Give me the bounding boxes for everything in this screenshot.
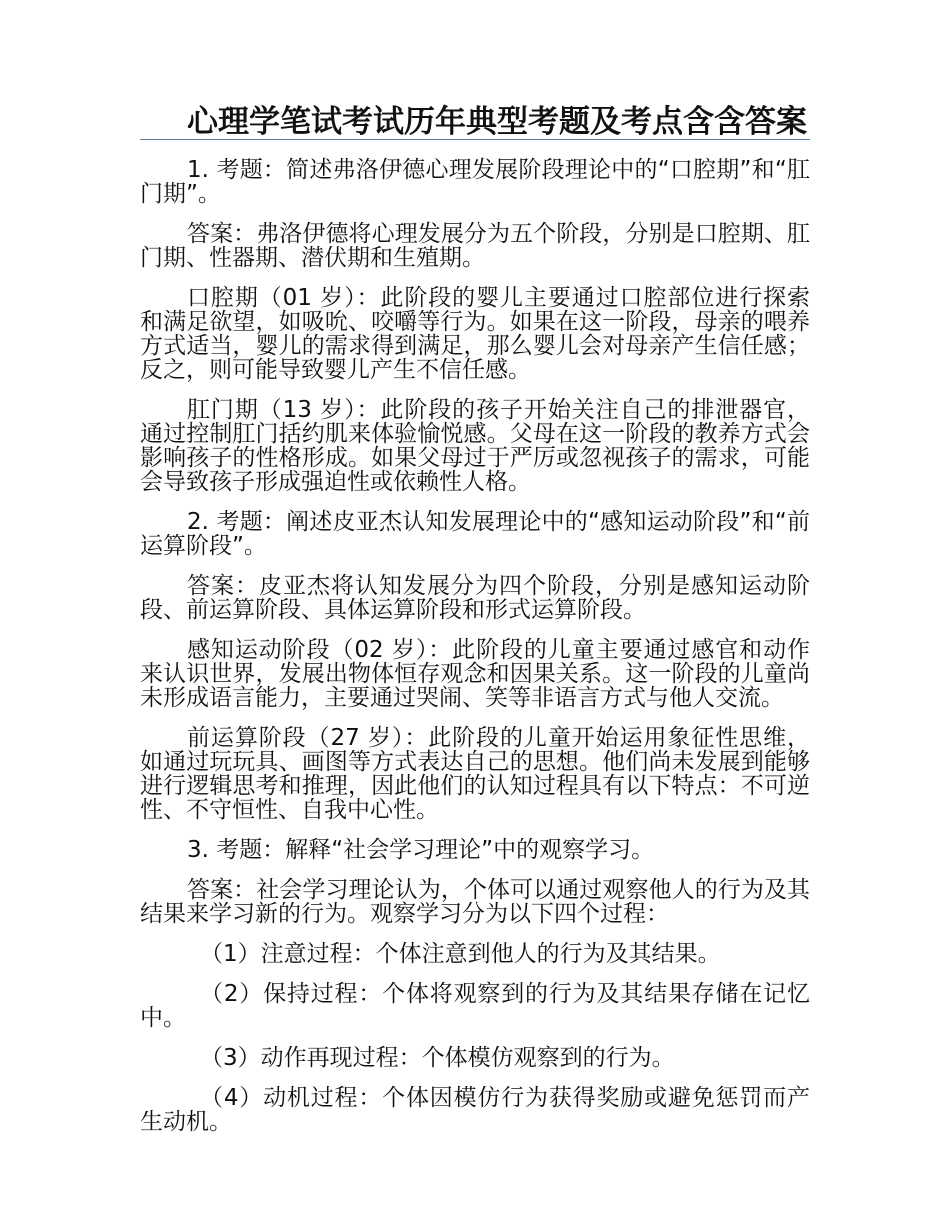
answer-1-anal-stage: 肛门期（13 岁）：此阶段的孩子开始关注自己的排泄器官，通过控制肛门括约肌来体验愉悦感。父母在这一阶段的教养方式会影响孩子的性格形成。如果父母过于严厉或忽视孩子的需求，可能会导致孩子形成强迫性或依赖性人格。 <box>140 397 810 495</box>
answer-3: 答案：社会学习理论认为，个体可以通过观察他人的行为及其结果来学习新的行为。观察学习分为以下四个过程： <box>140 877 810 927</box>
answer-3-process-1: （1）注意过程：个体注意到他人的行为及其结果。 <box>200 941 721 967</box>
answer-3-process-3: （3）动作再现过程：个体模仿观察到的行为。 <box>200 1045 675 1071</box>
question-3: 3. 考题：解释“社会学习理论”中的观察学习。 <box>187 837 655 863</box>
answer-2-sensorimotor-stage: 感知运动阶段（02 岁）：此阶段的儿童主要通过感官和动作来认识世界，发展出物体恒存观念和因果关系。这一阶段的儿童尚未形成语言能力，主要通过哭闹、笑等非语言方式与他人交流。 <box>140 637 810 711</box>
answer-3-process-2: （2）保持过程：个体将观察到的行为及其结果存储在记忆中。 <box>140 981 810 1031</box>
question-2: 2. 考题：阐述皮亚杰认知发展理论中的“感知运动阶段”和“前运算阶段”。 <box>140 509 810 559</box>
question-1: 1. 考题：简述弗洛伊德心理发展阶段理论中的“口腔期”和“肛门期”。 <box>140 157 810 207</box>
document-title: 心理学笔试考试历年典型考题及考点含含答案 <box>187 104 807 140</box>
answer-3-process-4: （4）动机过程：个体因模仿行为获得奖励或避免惩罚而产生动机。 <box>140 1085 810 1135</box>
answer-2-preoperational-stage: 前运算阶段（27 岁）：此阶段的儿童开始运用象征性思维，如通过玩玩具、画图等方式表达自己的思想。他们尚未发展到能够进行逻辑思考和推理，因此他们的认知过程具有以下特点：不可逆性、不守恒性、自我中心性。 <box>140 725 810 823</box>
answer-2: 答案：皮亚杰将认知发展分为四个阶段，分别是感知运动阶段、前运算阶段、具体运算阶段和形式运算阶段。 <box>140 573 810 623</box>
document-page <box>140 100 810 1150</box>
answer-1-oral-stage: 口腔期（01 岁）：此阶段的婴儿主要通过口腔部位进行探索和满足欲望，如吸吮、咬嚼等行为。如果在这一阶段，母亲的喂养方式适当，婴儿的需求得到满足，那么婴儿会对母亲产生信任感；反之，则可能导致婴儿产生不信任感。 <box>140 285 810 383</box>
answer-1: 答案：弗洛伊德将心理发展分为五个阶段，分别是口腔期、肛门期、性器期、潜伏期和生殖期。 <box>140 221 810 271</box>
